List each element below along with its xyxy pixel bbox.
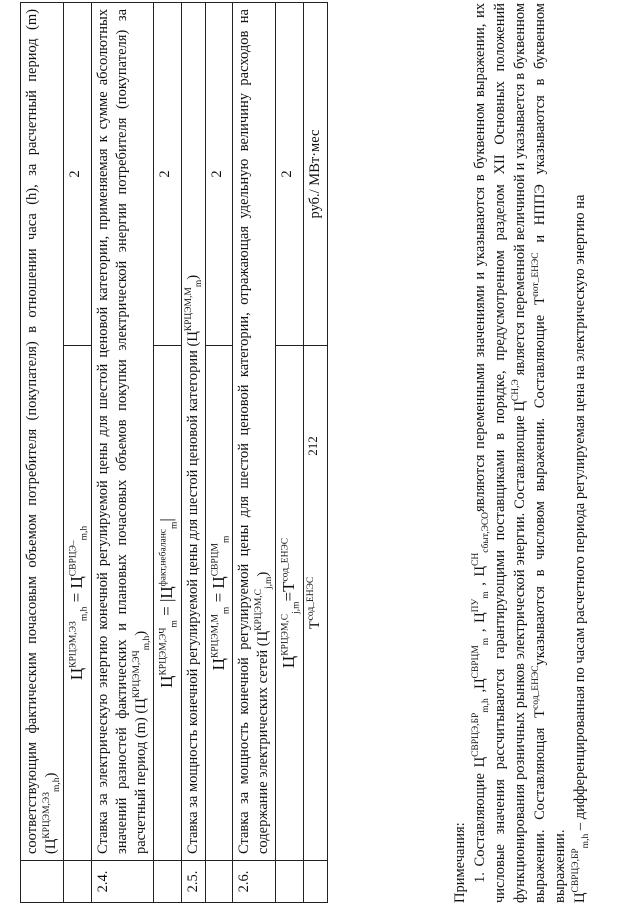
exponent-cell: 2 (64, 3, 91, 346)
row-number: 2.4. (91, 861, 153, 903)
row-number: 2.5. (181, 861, 205, 903)
table-row (205, 3, 232, 903)
rotated-page-content (20, 3, 620, 903)
notes-section (450, 3, 590, 903)
exponent-cell: 2 (154, 3, 181, 346)
row-text: соответствующим фактическим почасовым объемом потребителя (покупателя) в отношении часа (h), за расчетный период (m) (24, 9, 40, 854)
row-number-empty (276, 861, 303, 903)
symbol: $(Ц^{КРЦЭМ,ЭЧ}_{m,h})$ (132, 630, 152, 714)
note-paragraph-2: $Ц^{СВРЦЭ,БР}_{m,h}$ – дифференцированная по часам расчетного периода регулируемая цена на электрическую энергию на (571, 194, 591, 903)
table-row (303, 3, 327, 903)
formula-cell: $Ц^{КРЦЭМ,ЭЗ}_{m,h} = Ц^{СВРЦЭ-}_{m,h}$ (64, 346, 91, 861)
note-paragraph-1: 1. Составляющие $Ц^{СВРЦЭ,БР}_{m,h}$ $,Ц^{СВРЦМ}_m$ , $Ц^{ПУ}_m$ , $Ц^{СН}_{сбыт,ЭСО}являются$ переменными значениями и указываются в буквенном выражении, их числовые значения рассчитываются гарантирующими поставщиками в порядке, предусмотренном разделом XII Основных положений функционирования розничных рынков электрической энергии. Составляющие $Ц^{СН,Э}$ является переменной величиной и указывается в буквенном выражении. Составляющая $Т^{сод\_ЕНЭС}указываются$ в числовом выражении. Составляющие $Т^{пот\_ЕНЭС}$ и НППЭ указываются в буквенном выражении. (471, 3, 568, 903)
row-number-empty (205, 861, 232, 903)
formula-cell: $Ц^{КРЦЭМ,ЭЧ}_m = |Ц^{факт,небаланс}_m|$ (154, 346, 181, 861)
row-description (21, 3, 64, 861)
row-number-empty (303, 861, 327, 903)
unit-cell: руб./ МВт·мес (303, 3, 327, 346)
row-description: Ставка за мощность конечной регулируемой цены для шестой ценовой категории $(Ц^{КРЦЭМ,М}_m)$ (181, 3, 205, 861)
tariff-table (20, 2, 328, 903)
formula-cell: $Ц^{КРЦЭМ,М}_m = Ц^{СВРЦМ}_m$ (205, 346, 232, 861)
table-row (181, 3, 205, 903)
table-row (91, 3, 153, 903)
symbol: $(Ц^{КРЦЭМ,С}_{j,m})$ (254, 571, 275, 647)
row-number-empty (64, 861, 91, 903)
exponent-cell: 2 (276, 3, 303, 346)
row-number-empty (154, 861, 181, 903)
row-text: Ставка за мощность конечной регулируемой цены для шестой ценовой категории, отражающая удельную величину расходов на содержание электрических сетей (236, 9, 272, 854)
table-row (64, 3, 91, 903)
symbol: $(Ц^{КРЦЭМ,ЭЗ}_{m,h})$ (42, 772, 63, 854)
row-number: 2.6. (233, 861, 276, 903)
row-description (91, 3, 153, 861)
table-row (276, 3, 303, 903)
page-number: 212 (304, 436, 320, 456)
formula-cell: $Ц^{КРЦЭМ,С}_{j,m}=Т^{сод\_ЕНЭС}$ (276, 346, 303, 861)
row-description (233, 3, 276, 861)
table-row (21, 3, 64, 903)
row-number-empty (21, 861, 64, 903)
row-text: Ставка за мощность конечной регулируемой цены для шестой ценовой категории (Ц (184, 331, 201, 854)
table-row (154, 3, 181, 903)
row-text: Ставка за электрическую энергию конечной регулируемой цены для шестой ценовой категории, применяемая к сумме абсолютных значений разностей фактических и плановых почасовых объемов покупки электрической энергии потребителя (покупателя) за расчетный период (m) (94, 9, 149, 854)
exponent-cell: 2 (205, 3, 232, 346)
notes-title: Примечания: (452, 822, 468, 903)
table-row (233, 3, 276, 903)
unit-symbol-cell: $Т^{сод\_ЕНЭС}$ (303, 346, 327, 861)
